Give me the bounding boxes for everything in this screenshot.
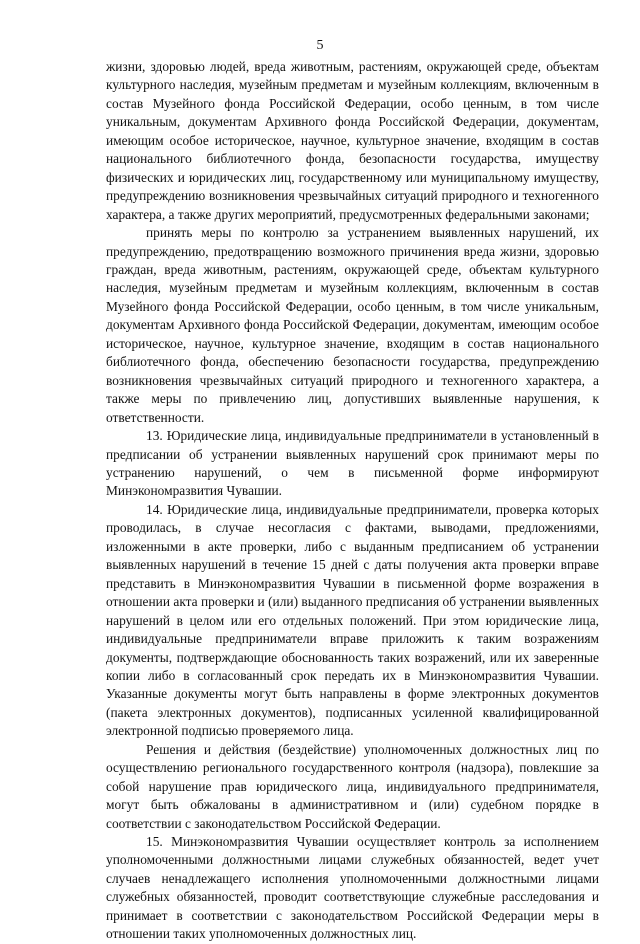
- paragraph-14: 14. Юридические лица, индивидуальные предприниматели, проверка которых проводилась, в случае несогласия с фактами, выводами, предложениями, изложенными в акте проверки, либо с выданным предписанием об устранении выявленных нарушений в течение 15 дней с даты получения акта проверки вправе представить в Минэкономразвития Чувашии в письменной форме возражения в отношении акта проверки и (или) выданного предписания об устранении выявленных нарушений в целом или его отдельных положений. При этом юридические лица, индивидуальные предприниматели вправе приложить к таким возражениям документы, подтверждающие обоснованность таких возражений, или их заверенные копии либо в согласованный срок передать их в Минэкономразвития Чувашии. Указанные документы могут быть направлены в форме электронных документов (пакета электронных документов), подписанных усиленной квалифицированной электронной подписью проверяемого лица.: [106, 501, 599, 739]
- document-body: [106, 58, 599, 944]
- paragraph-control-measures: принять меры по контролю за устранением выявленных нарушений, их предупреждению, предотвращению возможного причинения вреда жизни, здоровью граждан, вреда животным, растениям, окружающей среде, объектам культурного наследия, музейным предметам и музейным коллекциям, включенным в состав Музейного фонда Российской Федерации, особо ценным, в том числе уникальным, документам Архивного фонда Российской Федерации, документам, имеющим особое историческое, научное, культурное значение, входящим в состав национального библиотечного фонда, обеспечению безопасности государства, предупреждению возникновения чрезвычайных ситуаций природного и техногенного характера, а также меры по привлечению лиц, допустивших выявленные нарушения, к ответственности.: [106, 225, 599, 425]
- page-number: 5: [316, 38, 324, 53]
- paragraph-appeal: Решения и действия (бездействие) уполномоченных должностных лиц по осуществлению регионального государственного контроля (надзора), повлекшие за собой нарушение прав юридического лица, индивидуального предпринимателя, могут быть обжалованы в административном и (или) судебном порядке в соответствии с законодательством Российской Федерации.: [106, 741, 599, 831]
- paragraph-15: 15. Минэкономразвития Чувашии осуществляет контроль за исполнением уполномоченными должностными лицами служебных обязанностей, ведет учет случаев ненадлежащего исполнения уполномоченными должностными лицами служебных обязанностей, проводит соответствующие служебные расследования и принимает в соответствии с законодательством Российской Федерации меры в отношении таких уполномоченных должностных лиц.: [106, 834, 599, 942]
- paragraph-continuation: жизни, здоровью людей, вреда животным, растениям, окружающей среде, объектам культурного наследия, музейным предметам и музейным коллекциям, включенным в состав Музейного фонда Российской Федерации, особо ценным, в том числе уникальным, документам Архивного фонда Российской Федерации, документам, имеющим особое историческое, научное, культурное значение, входящим в состав национального библиотечного фонда, безопасности государства, имуществу физических и юридических лиц, государственному или муниципальному имуществу, предупреждению возникновения чрезвычайных ситуаций природного и техногенного характера, а также других мероприятий, предусмотренных федеральными законами;: [106, 59, 599, 222]
- paragraph-13: 13. Юридические лица, индивидуальные предприниматели в установленный в предписании об устранении выявленных нарушений срок принимают меры по устранению нарушений, о чем в письменной форме информируют Минэкономразвития Чувашии.: [106, 428, 599, 499]
